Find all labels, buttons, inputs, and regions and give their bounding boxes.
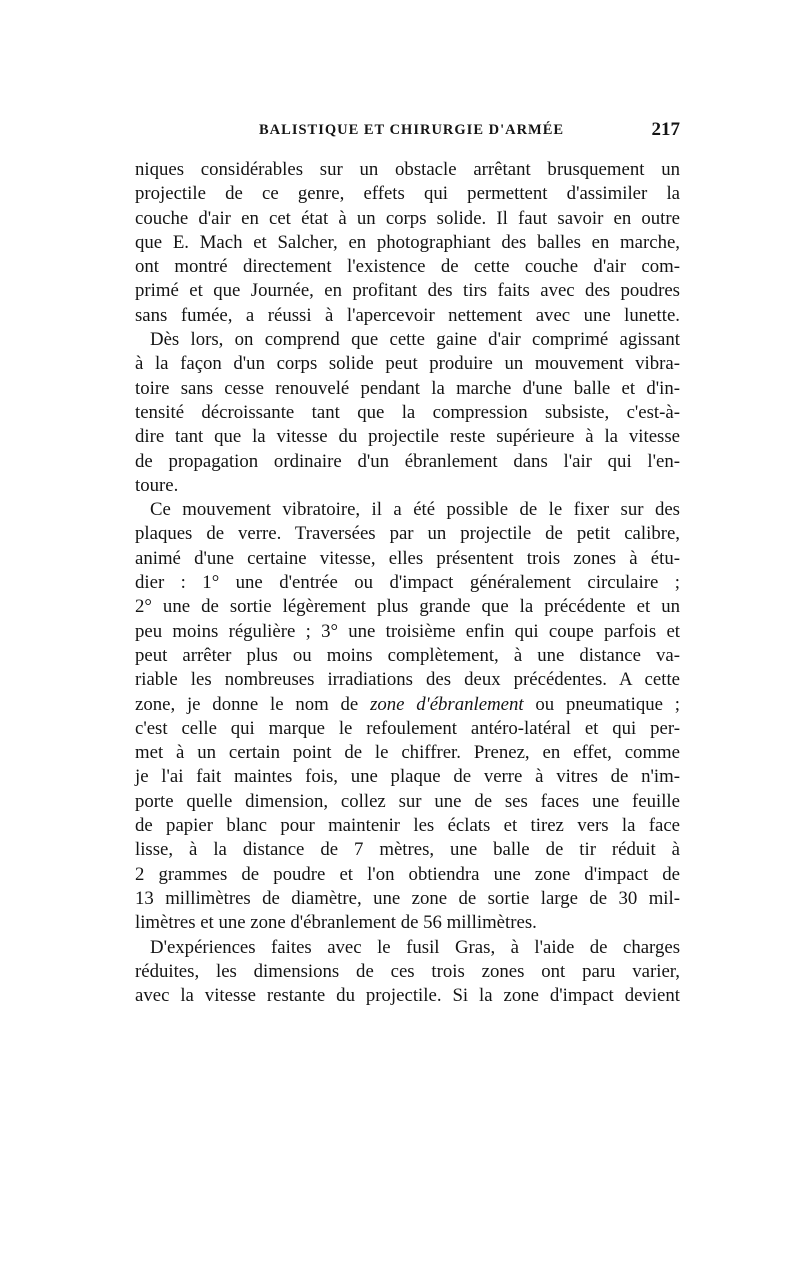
- text-line: [135, 863, 680, 887]
- text-line: [135, 887, 680, 911]
- text-line-content: peut arrêter plus ou moins complètement, à une distance va-: [135, 644, 680, 666]
- text-line: [135, 498, 680, 522]
- text-line-content: 2° une de sortie légèrement plus grande que la précédente et un: [135, 596, 680, 618]
- page-number: 217: [651, 119, 680, 140]
- italic-term: zone d'ébranlement: [370, 693, 524, 715]
- text-line-content: projectile de ce genre, effets qui permettent d'assimiler la: [135, 183, 680, 205]
- text-line: [135, 911, 680, 935]
- text-line: [135, 304, 680, 328]
- text-line-content: met à un certain point de le chiffrer. Prenez, en effet, comme: [135, 742, 680, 764]
- text-line-content: ont montré directement l'existence de cette couche d'air com-: [135, 256, 680, 278]
- text-line: [135, 182, 680, 206]
- text-line-content: couche d'air en cet état à un corps solide. Il faut savoir en outre: [135, 207, 680, 229]
- body-text: [135, 158, 680, 1008]
- text-line-content: dier : 1° une d'entrée ou d'impact généralement circulaire ;: [135, 572, 680, 594]
- text-line-content: je l'ai fait maintes fois, une plaque de verre à vitres de n'im-: [135, 766, 680, 788]
- text-line-content: plaques de verre. Traversées par un projectile de petit calibre,: [135, 523, 680, 545]
- text-line: [135, 693, 680, 717]
- text-line-content: riable les nombreuses irradiations des deux précédentes. A cette: [135, 669, 680, 691]
- text-line: [135, 522, 680, 546]
- text-line: [135, 328, 680, 352]
- text-line-content: D'expériences faites avec le fusil Gras, à l'aide de charges: [150, 936, 680, 958]
- text-line: [135, 984, 680, 1008]
- text-line: [135, 158, 680, 182]
- text-line-content: toire sans cesse renouvelé pendant la marche d'une balle et d'in-: [135, 377, 680, 399]
- text-line-content: tensité décroissante tant que la compression subsiste, c'est-à-: [135, 401, 680, 423]
- text-line-content: primé et que Journée, en profitant des tirs faits avec des poudres: [135, 280, 680, 302]
- text-line: [135, 595, 680, 619]
- text-line-content: peu moins régulière ; 3° une troisième enfin qui coupe parfois et: [135, 620, 680, 642]
- text-line: [135, 401, 680, 425]
- text-line: [135, 547, 680, 571]
- text-line: [135, 571, 680, 595]
- text-line: [135, 377, 680, 401]
- page-header: [135, 120, 680, 146]
- text-line-content: dire tant que la vitesse du projectile reste supérieure à la vitesse: [135, 426, 680, 448]
- text-line: [135, 425, 680, 449]
- text-line-content: de papier blanc pour maintenir les éclats et tirez vers la face: [135, 815, 680, 837]
- text-line-content: ou pneumatique ;: [523, 693, 680, 715]
- running-head: BALISTIQUE ET CHIRURGIE D'ARMÉE: [259, 122, 565, 138]
- text-line: [135, 352, 680, 376]
- text-line: [135, 741, 680, 765]
- text-line: [135, 450, 680, 474]
- text-line: [135, 936, 680, 960]
- text-line: [135, 790, 680, 814]
- text-line-content: à la façon d'un corps solide peut produire un mouvement vibra-: [135, 353, 680, 375]
- text-line: [135, 474, 680, 498]
- text-line-content: Ce mouvement vibratoire, il a été possible de le fixer sur des: [150, 499, 680, 521]
- text-line-content: que E. Mach et Salcher, en photographiant des balles en marche,: [135, 231, 680, 253]
- text-line: [135, 838, 680, 862]
- text-line-content: Dès lors, on comprend que cette gaine d'air comprimé agissant: [150, 329, 680, 351]
- text-line: [135, 960, 680, 984]
- text-line-content: zone, je donne le nom de: [135, 693, 371, 715]
- text-line-content: sans fumée, a réussi à l'apercevoir nettement avec une lunette.: [135, 304, 680, 326]
- text-line-content: réduites, les dimensions de ces trois zones ont paru varier,: [135, 960, 680, 982]
- text-line: [135, 765, 680, 789]
- text-line-content: toure.: [135, 474, 179, 496]
- text-line: [135, 717, 680, 741]
- text-line-content: porte quelle dimension, collez sur une de ses faces une feuille: [135, 790, 680, 812]
- text-line: [135, 207, 680, 231]
- text-line-content: lisse, à la distance de 7 mètres, une balle de tir réduit à: [135, 839, 680, 861]
- text-line-content: avec la vitesse restante du projectile. Si la zone d'impact devient: [135, 985, 680, 1007]
- text-line: [135, 231, 680, 255]
- text-line: [135, 279, 680, 303]
- text-line-content: c'est celle qui marque le refoulement antéro-latéral et qui per-: [135, 717, 680, 739]
- text-line-content: animé d'une certaine vitesse, elles présentent trois zones à étu-: [135, 547, 680, 569]
- text-line: [135, 255, 680, 279]
- text-line: [135, 620, 680, 644]
- text-line: [135, 644, 680, 668]
- text-line: [135, 668, 680, 692]
- text-line-content: 2 grammes de poudre et l'on obtiendra une zone d'impact de: [135, 863, 680, 885]
- text-line-content: de propagation ordinaire d'un ébranlement dans l'air qui l'en-: [135, 450, 680, 472]
- text-line: [135, 814, 680, 838]
- text-line-content: niques considérables sur un obstacle arrêtant brusquement un: [135, 159, 680, 180]
- text-line-content: limètres et une zone d'ébranlement de 56 millimètres.: [135, 912, 537, 934]
- text-line-content: 13 millimètres de diamètre, une zone de sortie large de 30 mil-: [135, 887, 680, 909]
